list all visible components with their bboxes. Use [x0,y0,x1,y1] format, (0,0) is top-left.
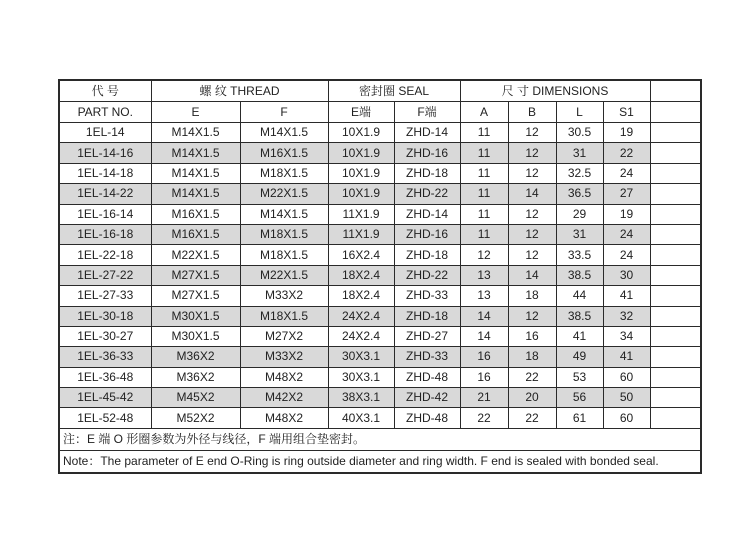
blank-cell [650,123,701,143]
seal-e-cell: 38X3.1 [328,388,394,408]
dim-b-cell: 14 [508,184,556,204]
seal-f-cell: ZHD-33 [394,286,460,306]
thread-e-cell: M27X1.5 [151,286,240,306]
seal-f-cell: ZHD-48 [394,367,460,387]
seal-f-cell: ZHD-16 [394,143,460,163]
dim-s1-cell: 24 [603,224,650,244]
dim-b-cell: 12 [508,306,556,326]
blank-cell [650,184,701,204]
part-no-cell: 1EL-30-18 [59,306,151,326]
dim-s1-cell: 30 [603,265,650,285]
thread-e-cell: M16X1.5 [151,204,240,224]
blank-cell [650,347,701,367]
part-no-cell: 1EL-14-16 [59,143,151,163]
dim-a-cell: 16 [460,347,508,367]
seal-f-cell: ZHD-48 [394,408,460,428]
note-cn: 注：E 端 O 形圈参数为外径与线径，F 端用组合垫密封。 [59,428,701,450]
dim-s1-cell: 60 [603,367,650,387]
dim-b-cell: 22 [508,408,556,428]
blank-cell [650,265,701,285]
dim-l-cell: 41 [556,326,603,346]
table-row [59,184,701,204]
seal-header: 密封圈 SEAL [328,80,460,102]
header-row-1 [59,80,701,102]
dim-b-cell: 12 [508,224,556,244]
dim-l-cell: 49 [556,347,603,367]
dim-b-cell: 22 [508,367,556,387]
dim-l-cell: 32.5 [556,163,603,183]
thread-e-cell: M22X1.5 [151,245,240,265]
part-no-cell: 1EL-14 [59,123,151,143]
table-row [59,123,701,143]
thread-e-cell: M36X2 [151,367,240,387]
thread-e-cell: M14X1.5 [151,184,240,204]
dim-b-cell: 16 [508,326,556,346]
dim-l-cell: 30.5 [556,123,603,143]
dim-s1-cell: 24 [603,245,650,265]
seal-f-cell: ZHD-22 [394,184,460,204]
thread-e-cell: M36X2 [151,347,240,367]
dim-b-cell: 12 [508,163,556,183]
part-no-cell: 1EL-36-48 [59,367,151,387]
seal-f-cell: ZHD-16 [394,224,460,244]
table-row [59,367,701,387]
thread-f-cell: M16X1.5 [240,143,328,163]
thread-e-cell: M52X2 [151,408,240,428]
dim-s1-cell: 27 [603,184,650,204]
dim-s1-cell: 41 [603,347,650,367]
dim-l-cell: 31 [556,143,603,163]
thread-e-cell: M30X1.5 [151,306,240,326]
thread-f-cell: M14X1.5 [240,123,328,143]
thread-f-cell: M18X1.5 [240,163,328,183]
note-row [59,450,701,473]
col-e-end-header: E端 [328,102,394,123]
table-row [59,163,701,183]
dim-s1-cell: 60 [603,408,650,428]
header-row-2 [59,102,701,123]
part-no-cell: 1EL-14-22 [59,184,151,204]
note-row [59,428,701,450]
seal-e-cell: 11X1.9 [328,224,394,244]
thread-e-cell: M16X1.5 [151,224,240,244]
dim-a-cell: 14 [460,306,508,326]
thread-e-cell: M14X1.5 [151,163,240,183]
dim-a-cell: 13 [460,286,508,306]
code-cn-header: 代 号 [59,80,151,102]
seal-e-cell: 11X1.9 [328,204,394,224]
dim-b-cell: 12 [508,143,556,163]
part-no-cell: 1EL-27-33 [59,286,151,306]
dim-a-cell: 12 [460,245,508,265]
dim-a-cell: 22 [460,408,508,428]
note-en: Note：The parameter of E end O-Ring is ring outside diameter and ring width. F end is sealed with bonded seal. [59,450,701,473]
dim-l-cell: 44 [556,286,603,306]
part-no-cell: 1EL-16-14 [59,204,151,224]
blank-cell [650,204,701,224]
thread-f-cell: M18X1.5 [240,224,328,244]
thread-f-cell: M14X1.5 [240,204,328,224]
seal-f-cell: ZHD-22 [394,265,460,285]
thread-f-cell: M22X1.5 [240,265,328,285]
thread-f-cell: M48X2 [240,408,328,428]
seal-f-cell: ZHD-27 [394,326,460,346]
dim-s1-cell: 41 [603,286,650,306]
seal-e-cell: 18X2.4 [328,265,394,285]
table-row [59,388,701,408]
thread-f-cell: M33X2 [240,347,328,367]
dim-s1-cell: 50 [603,388,650,408]
seal-e-cell: 10X1.9 [328,143,394,163]
part-no-cell: 1EL-45-42 [59,388,151,408]
dim-s1-cell: 22 [603,143,650,163]
part-no-cell: 1EL-30-27 [59,326,151,346]
dim-l-cell: 33.5 [556,245,603,265]
spec-table [58,79,702,474]
dim-s1-cell: 34 [603,326,650,346]
seal-e-cell: 10X1.9 [328,163,394,183]
table-row [59,326,701,346]
thread-f-cell: M18X1.5 [240,306,328,326]
blank-cell [650,326,701,346]
table-row [59,224,701,244]
blank-cell [650,143,701,163]
thread-f-cell: M27X2 [240,326,328,346]
part-no-header: PART NO. [59,102,151,123]
thread-e-cell: M14X1.5 [151,123,240,143]
blank-cell [650,224,701,244]
dim-b-cell: 12 [508,245,556,265]
seal-e-cell: 24X2.4 [328,326,394,346]
blank-cell [650,388,701,408]
dim-a-cell: 16 [460,367,508,387]
part-no-cell: 1EL-22-18 [59,245,151,265]
table-row [59,143,701,163]
dim-b-cell: 12 [508,123,556,143]
seal-e-cell: 10X1.9 [328,123,394,143]
thread-f-cell: M42X2 [240,388,328,408]
dimensions-header: 尺 寸 DIMENSIONS [460,80,650,102]
blank-cell [650,367,701,387]
blank-header-cell [650,102,701,123]
dim-l-cell: 36.5 [556,184,603,204]
blank-header-cell [650,80,701,102]
blank-cell [650,286,701,306]
dim-l-cell: 31 [556,224,603,244]
table-row [59,204,701,224]
dim-a-cell: 11 [460,123,508,143]
table-row [59,347,701,367]
dim-a-cell: 13 [460,265,508,285]
dim-a-cell: 21 [460,388,508,408]
table-row [59,286,701,306]
dim-s1-cell: 24 [603,163,650,183]
thread-f-cell: M48X2 [240,367,328,387]
seal-f-cell: ZHD-33 [394,347,460,367]
dim-b-cell: 14 [508,265,556,285]
table-row [59,245,701,265]
blank-cell [650,163,701,183]
col-b-header: B [508,102,556,123]
seal-e-cell: 24X2.4 [328,306,394,326]
seal-f-cell: ZHD-42 [394,388,460,408]
seal-e-cell: 40X3.1 [328,408,394,428]
dim-a-cell: 11 [460,163,508,183]
col-e-header: E [151,102,240,123]
dim-s1-cell: 19 [603,204,650,224]
dim-l-cell: 61 [556,408,603,428]
part-no-cell: 1EL-16-18 [59,224,151,244]
blank-cell [650,245,701,265]
table-row [59,408,701,428]
blank-cell [650,408,701,428]
dim-s1-cell: 19 [603,123,650,143]
table-row [59,306,701,326]
thread-e-cell: M14X1.5 [151,143,240,163]
table-row [59,265,701,285]
col-f-header: F [240,102,328,123]
part-no-cell: 1EL-36-33 [59,347,151,367]
dim-b-cell: 18 [508,286,556,306]
seal-f-cell: ZHD-14 [394,123,460,143]
part-no-cell: 1EL-52-48 [59,408,151,428]
seal-e-cell: 30X3.1 [328,367,394,387]
seal-e-cell: 30X3.1 [328,347,394,367]
col-f-end-header: F端 [394,102,460,123]
seal-f-cell: ZHD-18 [394,163,460,183]
col-a-header: A [460,102,508,123]
dim-l-cell: 53 [556,367,603,387]
thread-e-cell: M45X2 [151,388,240,408]
thread-f-cell: M33X2 [240,286,328,306]
thread-e-cell: M30X1.5 [151,326,240,346]
thread-f-cell: M22X1.5 [240,184,328,204]
dim-a-cell: 11 [460,204,508,224]
seal-f-cell: ZHD-18 [394,306,460,326]
seal-f-cell: ZHD-18 [394,245,460,265]
dim-l-cell: 29 [556,204,603,224]
thread-e-cell: M27X1.5 [151,265,240,285]
part-no-cell: 1EL-27-22 [59,265,151,285]
dim-a-cell: 11 [460,224,508,244]
thread-f-cell: M18X1.5 [240,245,328,265]
dim-s1-cell: 32 [603,306,650,326]
part-no-cell: 1EL-14-18 [59,163,151,183]
seal-e-cell: 10X1.9 [328,184,394,204]
seal-f-cell: ZHD-14 [394,204,460,224]
col-l-header: L [556,102,603,123]
dim-b-cell: 20 [508,388,556,408]
dim-b-cell: 12 [508,204,556,224]
thread-header: 螺 纹 THREAD [151,80,328,102]
dim-l-cell: 38.5 [556,265,603,285]
dim-a-cell: 11 [460,184,508,204]
dim-b-cell: 18 [508,347,556,367]
dim-a-cell: 11 [460,143,508,163]
seal-e-cell: 18X2.4 [328,286,394,306]
dim-l-cell: 56 [556,388,603,408]
dim-a-cell: 14 [460,326,508,346]
seal-e-cell: 16X2.4 [328,245,394,265]
col-s1-header: S1 [603,102,650,123]
blank-cell [650,306,701,326]
dim-l-cell: 38.5 [556,306,603,326]
